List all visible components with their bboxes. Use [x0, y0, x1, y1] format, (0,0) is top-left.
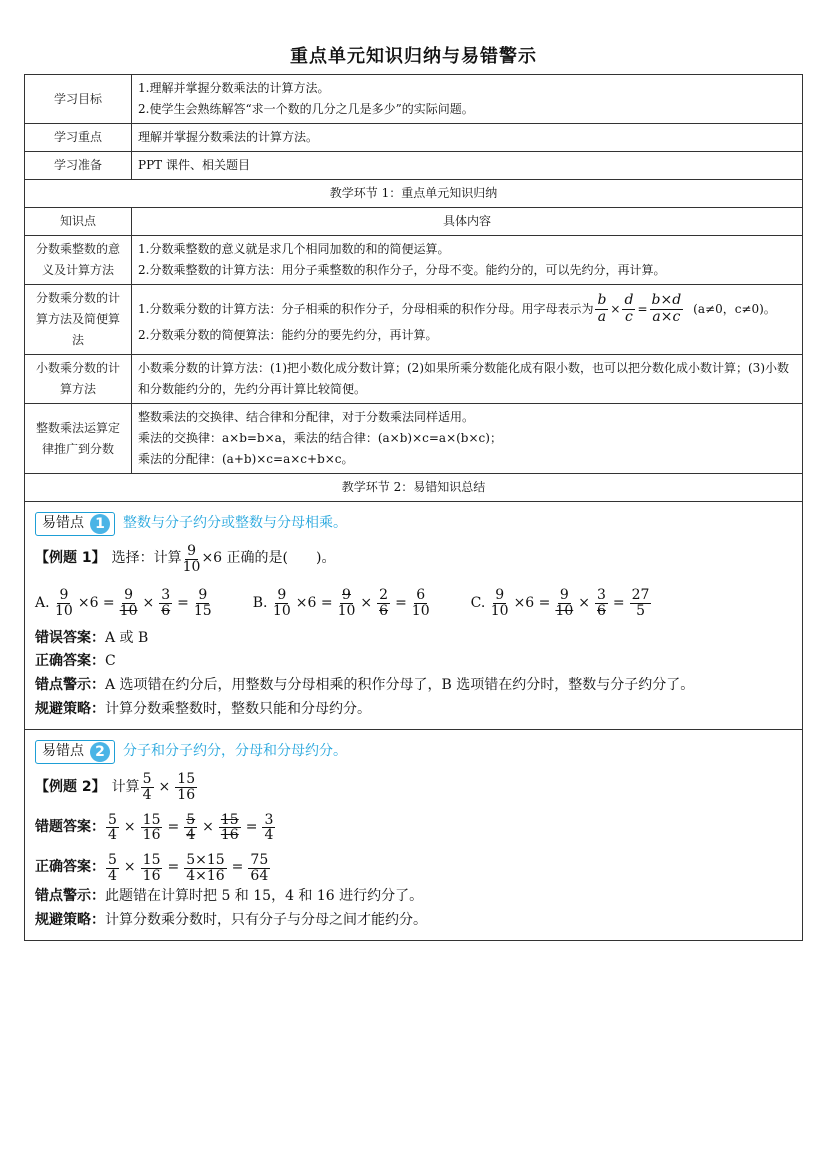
warning-1 — [35, 676, 792, 696]
error-number-badge: 2 — [90, 742, 110, 762]
wrong-answer-label: 错题答案： — [35, 818, 105, 835]
formula-frac-result: $\frac{b\times d}{a\times c}$ — [651, 292, 682, 325]
option-a: A. $\frac{9}{10}$ ×6 = $\frac{9}{10}$ × $\frac{3}{6}$ = $\frac{9}{15}$ — [35, 587, 212, 620]
k1-label: 分数乘整数的意义及计算方法 — [25, 236, 132, 285]
error-2-heading — [35, 740, 792, 764]
strategy-2 — [35, 911, 792, 931]
right-answer-1 — [35, 652, 792, 672]
warning-label: 错点警示： — [35, 888, 105, 905]
example-1-text: 选择：计算 — [111, 550, 182, 567]
wrong-answer-label: 错误答案： — [35, 629, 105, 646]
goal-1: 1.理解并掌握分数乘法的计算方法。 — [138, 81, 330, 95]
right-answer-label: 正确答案： — [35, 859, 105, 876]
section-2-heading: 教学环节 2：易错知识总结 — [25, 474, 803, 502]
table-row — [25, 208, 803, 236]
page-title: 重点单元知识归纳与易错警示 — [290, 46, 537, 67]
error-number-badge: 1 — [90, 514, 110, 534]
error-point-1 — [25, 502, 803, 730]
right-answer-2: 正确答案： $\frac{5}{4}$ × $\frac{15}{16}$ = $\frac{5\times 15}{4\times 16}$ = $\frac{75}{64}$ — [35, 851, 269, 884]
goal-2: 2.使学生会熟练解答“求一个数的几分之几是多少”的实际问题。 — [138, 102, 474, 116]
k2-content — [132, 285, 803, 355]
k1-content — [132, 236, 803, 285]
error-tag-label: 易错点 — [42, 515, 84, 532]
k1-a: 1.分数乘整数的意义就是求几个相同加数的和的简便运算。 — [138, 242, 450, 256]
example-2-label: 【例题 2】 — [35, 778, 106, 795]
table-row — [25, 152, 803, 180]
option-c: C. $\frac{9}{10}$ ×6 = $\frac{9}{10}$ × $\frac{3}{6}$ = $\frac{27}{5}$ — [470, 587, 650, 620]
k1-b: 2.分数乘整数的计算方法：用分子乘整数的积作分子，分母不变。能约分的，可以先约分，再计算。 — [138, 263, 666, 277]
k4-content — [132, 404, 803, 474]
strategy-1 — [35, 700, 792, 720]
strategy-text: 计算分数乘整数时，整数只能和分母约分。 — [105, 700, 371, 717]
formula-frac-d-c: $\frac{d}{c}$ — [624, 292, 634, 325]
focus-label: 学习重点 — [25, 124, 132, 152]
example-1-options — [35, 588, 792, 618]
warning-text: 此题错在计算时把 5 和 15，4 和 16 进行约分了。 — [105, 888, 424, 905]
option-b: B. $\frac{9}{10}$ ×6 = $\frac{9}{10}$ × $\frac{2}{6}$ = $\frac{6}{10}$ — [252, 587, 430, 620]
fraction: $\frac{9}{10}$ — [182, 543, 201, 575]
table-row — [25, 75, 803, 124]
focus-text: 理解并掌握分数乘法的计算方法。 — [132, 124, 803, 152]
strategy-label: 规避策略： — [35, 700, 105, 717]
prep-label: 学习准备 — [25, 152, 132, 180]
example-2-text: 计算 — [111, 778, 140, 795]
k4-label: 整数乘法运算定律推广到分数 — [25, 404, 132, 474]
k2-a-cond: (a≠0，c≠0)。 — [693, 301, 776, 316]
equals-sign: = — [637, 301, 648, 316]
table-row — [25, 236, 803, 285]
strategy-text: 计算分数乘分数时，只有分子与分母之间才能约分。 — [105, 911, 427, 928]
strategy-label: 规避策略： — [35, 911, 105, 928]
k2-b: 2.分数乘分数的简便算法：能约分的要先约分，再计算。 — [138, 327, 438, 342]
error-tag — [35, 512, 115, 536]
warning-2 — [35, 887, 792, 907]
k3-label: 小数乘分数的计算方法 — [25, 355, 132, 404]
wrong-answer-text: A 或 B — [105, 629, 149, 646]
example-1-label: 【例题 1】 — [35, 550, 106, 567]
example-2: 【例题 2】 计算 $\frac{5}{4}$ × $\frac{15}{16}$ — [35, 771, 196, 803]
k2-label: 分数乘分数的计算方法及简便算法 — [25, 285, 132, 355]
table-row — [25, 730, 803, 941]
table-row — [25, 180, 803, 208]
error-1-title: 整数与分子约分或整数与分母相乘。 — [123, 515, 347, 532]
col-point-header: 知识点 — [25, 208, 132, 236]
k4-a: 整数乘法的交换律、结合律和分配律，对于分数乘法同样适用。 — [138, 410, 475, 424]
formula-frac-b-a: $\frac{b}{a}$ — [597, 292, 607, 325]
warning-text: A 选项错在约分后，用整数与分母相乘的积作分母了，B 选项错在约分时，整数与分子约分了。 — [105, 676, 695, 693]
error-1-heading — [35, 512, 792, 536]
k2-a-line — [138, 293, 796, 325]
table-row — [25, 404, 803, 474]
k4-b: 乘法的交换律：a×b=b×a，乘法的结合律：(a×b)×c=a×(b×c)； — [138, 431, 502, 445]
right-answer-label: 正确答案： — [35, 653, 105, 670]
wrong-answer-1 — [35, 629, 792, 649]
error-tag-label: 易错点 — [42, 743, 84, 760]
goal-content — [132, 75, 803, 124]
example-1-tail: ×6 正确的是( )。 — [201, 550, 336, 567]
k3-text: 小数乘分数的计算方法：(1)把小数化成分数计算；(2)如果所乘分数能化成有限小数，也可以把分数化成小数计算；(3)小数和分数能约分的，先约分再计算比较简便。 — [132, 355, 803, 404]
prep-text: PPT 课件、相关题目 — [132, 152, 803, 180]
table-row — [25, 355, 803, 404]
wrong-answer-2: 错题答案： $\frac{5}{4}$ × $\frac{15}{16}$ = $\frac{5}{4}$ × $\frac{15}{16}$ = $\frac{3}{4}$ — [35, 811, 274, 844]
goal-label: 学习目标 — [25, 75, 132, 124]
times-sign: × — [610, 301, 621, 316]
k4-c: 乘法的分配律：(a+b)×c=a×c+b×c。 — [138, 452, 354, 466]
error-2-title: 分子和分子约分，分母和分母约分。 — [123, 743, 347, 760]
error-point-2 — [25, 730, 803, 941]
example-1 — [35, 544, 792, 574]
col-content-header: 具体内容 — [132, 208, 803, 236]
k2-a: 1.分数乘分数的计算方法：分子相乘的积作分子，分母相乘的积作分母。用字母表示为 — [138, 301, 594, 316]
table-row — [25, 124, 803, 152]
warning-label: 错点警示： — [35, 676, 105, 693]
table-row — [25, 474, 803, 502]
right-answer-text: C — [105, 653, 116, 670]
error-tag — [35, 740, 115, 764]
section-1-heading: 教学环节 1：重点单元知识归纳 — [25, 180, 803, 208]
lesson-table — [24, 74, 803, 941]
table-row — [25, 502, 803, 730]
table-row — [25, 285, 803, 355]
